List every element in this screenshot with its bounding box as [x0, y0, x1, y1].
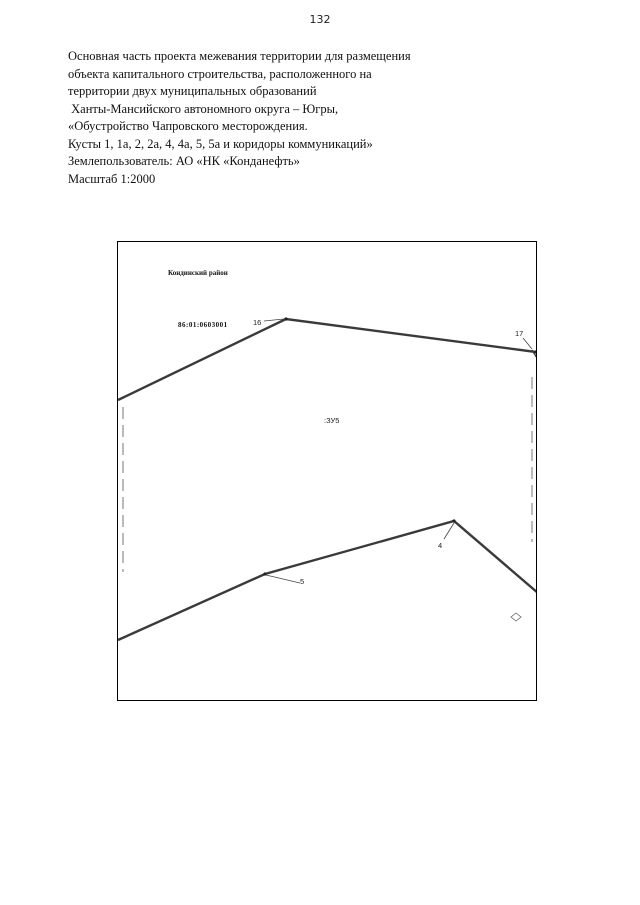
page-number: 132	[309, 13, 331, 26]
point-marker-5	[263, 572, 266, 575]
document-header	[68, 48, 488, 188]
header-line: Ханты-Мансийского автономного округа – Югры,	[68, 101, 339, 116]
parcel-label: :ЗУ5	[324, 416, 340, 425]
leader-17	[523, 338, 532, 349]
leader-5	[266, 575, 300, 583]
district-label: Кондинский район	[168, 269, 228, 277]
header-line: Кусты 1, 1а, 2, 2а, 4, 4а, 5, 5а и коридоры коммуникаций»	[68, 136, 373, 151]
diamond-symbol-icon	[511, 613, 521, 621]
point-marker-4	[452, 519, 455, 522]
header-line: Масштаб 1:2000	[68, 171, 156, 186]
map-drawing	[118, 242, 537, 701]
point-label-5: 5	[300, 577, 305, 586]
header-line: территории двух муниципальных образований	[68, 84, 317, 98]
header-line: объекта капитального строительства, расположенного на	[68, 66, 372, 81]
leader-4	[444, 523, 454, 539]
header-line: Землепользователь: АО «НК «Конданефть»	[68, 154, 300, 168]
survey-map	[117, 241, 537, 701]
header-line: «Обустройство Чапровского месторождения.	[68, 119, 308, 133]
point-label-17: 17	[515, 329, 524, 338]
point-label-16: 16	[253, 318, 262, 327]
upper-boundary-line	[118, 319, 536, 400]
point-label-4: 4	[438, 541, 443, 550]
point-marker-16	[284, 317, 287, 320]
lower-boundary-line	[118, 521, 537, 640]
header-line: Основная часть проекта межевания территории для размещения	[68, 49, 411, 63]
cadastral-block-label: 86:01:0603001	[178, 321, 228, 329]
